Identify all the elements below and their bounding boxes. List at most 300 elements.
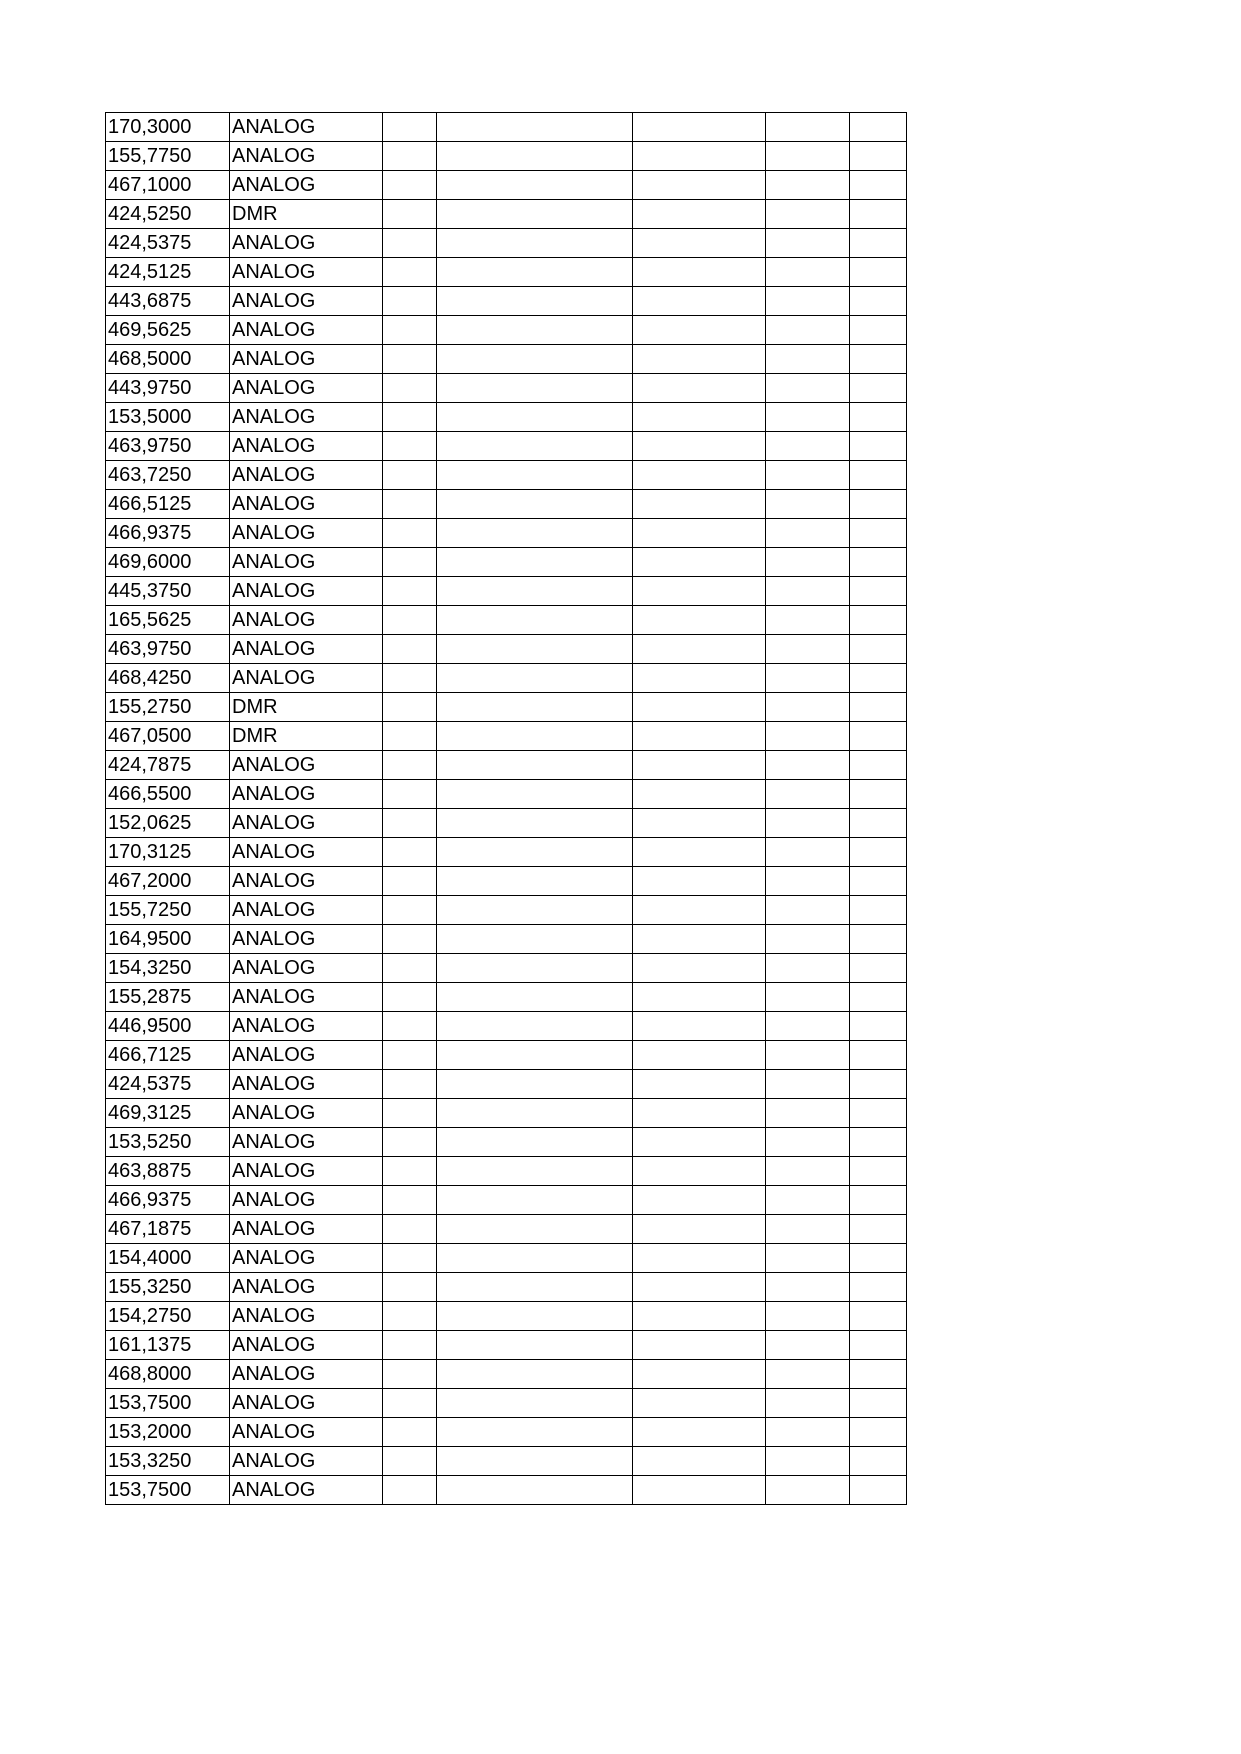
- empty-cell: [437, 1244, 633, 1273]
- table-row: [106, 1186, 907, 1215]
- empty-cell: [850, 548, 907, 577]
- table-row: [106, 635, 907, 664]
- empty-cell: [766, 461, 850, 490]
- empty-cell: [633, 577, 766, 606]
- empty-cell: [383, 461, 437, 490]
- frequency-cell: 463,9750: [106, 635, 230, 664]
- empty-cell: [633, 142, 766, 171]
- frequency-cell: 463,7250: [106, 461, 230, 490]
- empty-cell: [633, 432, 766, 461]
- empty-cell: [383, 345, 437, 374]
- empty-cell: [850, 867, 907, 896]
- empty-cell: [633, 461, 766, 490]
- empty-cell: [766, 1186, 850, 1215]
- empty-cell: [850, 287, 907, 316]
- empty-cell: [437, 577, 633, 606]
- empty-cell: [850, 490, 907, 519]
- table-row: [106, 1012, 907, 1041]
- empty-cell: [633, 809, 766, 838]
- frequency-cell: 463,8875: [106, 1157, 230, 1186]
- empty-cell: [437, 1273, 633, 1302]
- empty-cell: [383, 1302, 437, 1331]
- empty-cell: [437, 403, 633, 432]
- frequency-cell: 466,5500: [106, 780, 230, 809]
- empty-cell: [383, 1012, 437, 1041]
- frequency-cell: 445,3750: [106, 577, 230, 606]
- table-row: [106, 548, 907, 577]
- empty-cell: [383, 1418, 437, 1447]
- mode-cell: ANALOG: [230, 606, 383, 635]
- mode-cell: ANALOG: [230, 461, 383, 490]
- table-row: [106, 606, 907, 635]
- empty-cell: [437, 693, 633, 722]
- frequency-cell: 153,2000: [106, 1418, 230, 1447]
- empty-cell: [633, 1273, 766, 1302]
- empty-cell: [850, 1012, 907, 1041]
- empty-cell: [383, 287, 437, 316]
- empty-cell: [850, 258, 907, 287]
- mode-cell: ANALOG: [230, 925, 383, 954]
- empty-cell: [437, 954, 633, 983]
- empty-cell: [437, 722, 633, 751]
- table-row: [106, 287, 907, 316]
- empty-cell: [633, 1157, 766, 1186]
- empty-cell: [766, 1099, 850, 1128]
- frequency-cell: 469,5625: [106, 316, 230, 345]
- empty-cell: [437, 780, 633, 809]
- mode-cell: ANALOG: [230, 1041, 383, 1070]
- frequency-cell: 424,5375: [106, 229, 230, 258]
- empty-cell: [437, 751, 633, 780]
- empty-cell: [766, 780, 850, 809]
- empty-cell: [437, 1070, 633, 1099]
- mode-cell: ANALOG: [230, 635, 383, 664]
- empty-cell: [850, 635, 907, 664]
- mode-cell: ANALOG: [230, 1389, 383, 1418]
- table-row: [106, 461, 907, 490]
- empty-cell: [633, 1070, 766, 1099]
- empty-cell: [850, 780, 907, 809]
- empty-cell: [383, 577, 437, 606]
- empty-cell: [383, 635, 437, 664]
- empty-cell: [633, 1331, 766, 1360]
- empty-cell: [850, 1447, 907, 1476]
- empty-cell: [850, 1128, 907, 1157]
- frequency-cell: 443,9750: [106, 374, 230, 403]
- empty-cell: [633, 490, 766, 519]
- empty-cell: [850, 345, 907, 374]
- table-row: [106, 838, 907, 867]
- table-row: [106, 171, 907, 200]
- empty-cell: [633, 1215, 766, 1244]
- empty-cell: [437, 113, 633, 142]
- empty-cell: [850, 809, 907, 838]
- table-row: [106, 316, 907, 345]
- empty-cell: [850, 751, 907, 780]
- empty-cell: [383, 693, 437, 722]
- table-row: [106, 113, 907, 142]
- frequency-cell: 155,2875: [106, 983, 230, 1012]
- empty-cell: [383, 548, 437, 577]
- empty-cell: [633, 1186, 766, 1215]
- empty-cell: [437, 432, 633, 461]
- empty-cell: [766, 867, 850, 896]
- frequency-cell: 424,5250: [106, 200, 230, 229]
- empty-cell: [437, 345, 633, 374]
- frequency-cell: 446,9500: [106, 1012, 230, 1041]
- mode-cell: ANALOG: [230, 780, 383, 809]
- empty-cell: [766, 925, 850, 954]
- empty-cell: [766, 983, 850, 1012]
- empty-cell: [850, 200, 907, 229]
- empty-cell: [766, 432, 850, 461]
- mode-cell: ANALOG: [230, 142, 383, 171]
- empty-cell: [383, 1331, 437, 1360]
- empty-cell: [850, 1302, 907, 1331]
- empty-cell: [850, 577, 907, 606]
- empty-cell: [633, 606, 766, 635]
- empty-cell: [383, 809, 437, 838]
- table-row: [106, 896, 907, 925]
- empty-cell: [633, 113, 766, 142]
- empty-cell: [383, 954, 437, 983]
- empty-cell: [633, 954, 766, 983]
- empty-cell: [766, 896, 850, 925]
- empty-cell: [766, 258, 850, 287]
- empty-cell: [633, 287, 766, 316]
- mode-cell: ANALOG: [230, 1157, 383, 1186]
- frequency-cell: 153,5000: [106, 403, 230, 432]
- empty-cell: [383, 432, 437, 461]
- frequency-cell: 155,7250: [106, 896, 230, 925]
- table-row: [106, 1273, 907, 1302]
- empty-cell: [766, 606, 850, 635]
- empty-cell: [766, 1244, 850, 1273]
- empty-cell: [437, 519, 633, 548]
- empty-cell: [766, 693, 850, 722]
- mode-cell: ANALOG: [230, 1244, 383, 1273]
- empty-cell: [437, 490, 633, 519]
- empty-cell: [633, 867, 766, 896]
- empty-cell: [766, 548, 850, 577]
- empty-cell: [766, 1128, 850, 1157]
- empty-cell: [850, 1418, 907, 1447]
- empty-cell: [633, 316, 766, 345]
- empty-cell: [766, 374, 850, 403]
- mode-cell: DMR: [230, 200, 383, 229]
- table-row: [106, 1360, 907, 1389]
- frequency-cell: 468,8000: [106, 1360, 230, 1389]
- empty-cell: [850, 664, 907, 693]
- mode-cell: ANALOG: [230, 113, 383, 142]
- empty-cell: [383, 751, 437, 780]
- empty-cell: [766, 1389, 850, 1418]
- mode-cell: ANALOG: [230, 519, 383, 548]
- mode-cell: ANALOG: [230, 809, 383, 838]
- empty-cell: [850, 316, 907, 345]
- frequency-cell: 424,5125: [106, 258, 230, 287]
- frequency-cell: 468,5000: [106, 345, 230, 374]
- frequency-cell: 164,9500: [106, 925, 230, 954]
- empty-cell: [766, 1418, 850, 1447]
- empty-cell: [633, 171, 766, 200]
- mode-cell: ANALOG: [230, 258, 383, 287]
- table-row: [106, 983, 907, 1012]
- empty-cell: [850, 838, 907, 867]
- empty-cell: [766, 577, 850, 606]
- frequency-cell: 170,3000: [106, 113, 230, 142]
- empty-cell: [850, 693, 907, 722]
- empty-cell: [437, 1302, 633, 1331]
- empty-cell: [437, 1128, 633, 1157]
- empty-cell: [437, 664, 633, 693]
- empty-cell: [383, 1476, 437, 1505]
- empty-cell: [633, 548, 766, 577]
- frequency-cell: 424,7875: [106, 751, 230, 780]
- empty-cell: [850, 1041, 907, 1070]
- table-row: [106, 664, 907, 693]
- frequency-cell: 152,0625: [106, 809, 230, 838]
- table-row: [106, 1128, 907, 1157]
- empty-cell: [766, 519, 850, 548]
- table-row: [106, 490, 907, 519]
- empty-cell: [766, 1476, 850, 1505]
- empty-cell: [383, 1447, 437, 1476]
- empty-cell: [633, 693, 766, 722]
- table-row: [106, 519, 907, 548]
- empty-cell: [383, 258, 437, 287]
- empty-cell: [383, 722, 437, 751]
- mode-cell: ANALOG: [230, 171, 383, 200]
- mode-cell: ANALOG: [230, 983, 383, 1012]
- empty-cell: [766, 1273, 850, 1302]
- mode-cell: ANALOG: [230, 1099, 383, 1128]
- empty-cell: [850, 983, 907, 1012]
- empty-cell: [383, 1244, 437, 1273]
- table-row: [106, 809, 907, 838]
- empty-cell: [437, 1360, 633, 1389]
- empty-cell: [437, 1099, 633, 1128]
- empty-cell: [437, 1447, 633, 1476]
- table-row: [106, 374, 907, 403]
- mode-cell: ANALOG: [230, 1302, 383, 1331]
- empty-cell: [850, 606, 907, 635]
- empty-cell: [766, 809, 850, 838]
- empty-cell: [437, 1041, 633, 1070]
- empty-cell: [383, 113, 437, 142]
- frequency-cell: 467,0500: [106, 722, 230, 751]
- empty-cell: [437, 287, 633, 316]
- empty-cell: [437, 1012, 633, 1041]
- empty-cell: [383, 229, 437, 258]
- mode-cell: ANALOG: [230, 432, 383, 461]
- empty-cell: [766, 1447, 850, 1476]
- empty-cell: [850, 403, 907, 432]
- table-row: [106, 722, 907, 751]
- mode-cell: ANALOG: [230, 316, 383, 345]
- empty-cell: [850, 954, 907, 983]
- empty-cell: [437, 867, 633, 896]
- empty-cell: [437, 1157, 633, 1186]
- table-row: [106, 1070, 907, 1099]
- mode-cell: ANALOG: [230, 548, 383, 577]
- mode-cell: ANALOG: [230, 345, 383, 374]
- frequency-cell: 153,7500: [106, 1389, 230, 1418]
- empty-cell: [633, 1244, 766, 1273]
- empty-cell: [850, 1099, 907, 1128]
- mode-cell: ANALOG: [230, 751, 383, 780]
- spreadsheet-table: [105, 112, 907, 1505]
- empty-cell: [633, 664, 766, 693]
- table-row: [106, 1244, 907, 1273]
- table-row: [106, 1389, 907, 1418]
- empty-cell: [850, 1476, 907, 1505]
- mode-cell: DMR: [230, 722, 383, 751]
- empty-cell: [766, 751, 850, 780]
- empty-cell: [850, 1215, 907, 1244]
- empty-cell: [383, 896, 437, 925]
- empty-cell: [633, 1041, 766, 1070]
- empty-cell: [437, 200, 633, 229]
- empty-cell: [437, 142, 633, 171]
- mode-cell: DMR: [230, 693, 383, 722]
- mode-cell: ANALOG: [230, 1012, 383, 1041]
- empty-cell: [766, 287, 850, 316]
- table-row: [106, 751, 907, 780]
- empty-cell: [383, 1128, 437, 1157]
- empty-cell: [766, 403, 850, 432]
- table-row: [106, 1331, 907, 1360]
- empty-cell: [383, 867, 437, 896]
- table-row: [106, 577, 907, 606]
- empty-cell: [766, 1070, 850, 1099]
- empty-cell: [766, 229, 850, 258]
- frequency-cell: 154,2750: [106, 1302, 230, 1331]
- empty-cell: [633, 1418, 766, 1447]
- empty-cell: [850, 374, 907, 403]
- table-row: [106, 1041, 907, 1070]
- empty-cell: [383, 1099, 437, 1128]
- empty-cell: [766, 1331, 850, 1360]
- frequency-cell: 467,2000: [106, 867, 230, 896]
- empty-cell: [437, 1186, 633, 1215]
- frequency-cell: 154,4000: [106, 1244, 230, 1273]
- empty-cell: [850, 1389, 907, 1418]
- empty-cell: [633, 1012, 766, 1041]
- empty-cell: [437, 1389, 633, 1418]
- empty-cell: [633, 780, 766, 809]
- empty-cell: [633, 229, 766, 258]
- empty-cell: [766, 113, 850, 142]
- frequency-cell: 466,5125: [106, 490, 230, 519]
- empty-cell: [437, 896, 633, 925]
- empty-cell: [633, 1389, 766, 1418]
- frequency-cell: 468,4250: [106, 664, 230, 693]
- empty-cell: [850, 113, 907, 142]
- empty-cell: [766, 1360, 850, 1389]
- empty-cell: [633, 925, 766, 954]
- empty-cell: [383, 316, 437, 345]
- empty-cell: [383, 664, 437, 693]
- empty-cell: [437, 1215, 633, 1244]
- empty-cell: [766, 316, 850, 345]
- empty-cell: [850, 722, 907, 751]
- mode-cell: ANALOG: [230, 664, 383, 693]
- empty-cell: [437, 316, 633, 345]
- table-row: [106, 780, 907, 809]
- empty-cell: [437, 809, 633, 838]
- mode-cell: ANALOG: [230, 838, 383, 867]
- table-row: [106, 1099, 907, 1128]
- empty-cell: [633, 258, 766, 287]
- mode-cell: ANALOG: [230, 577, 383, 606]
- empty-cell: [633, 751, 766, 780]
- frequency-cell: 469,3125: [106, 1099, 230, 1128]
- empty-cell: [850, 925, 907, 954]
- frequency-cell: 467,1875: [106, 1215, 230, 1244]
- mode-cell: ANALOG: [230, 1215, 383, 1244]
- empty-cell: [766, 345, 850, 374]
- table-row: [106, 1476, 907, 1505]
- table-row: [106, 200, 907, 229]
- empty-cell: [437, 1476, 633, 1505]
- empty-cell: [383, 490, 437, 519]
- empty-cell: [766, 1157, 850, 1186]
- empty-cell: [850, 171, 907, 200]
- empty-cell: [633, 1302, 766, 1331]
- empty-cell: [437, 606, 633, 635]
- mode-cell: ANALOG: [230, 954, 383, 983]
- empty-cell: [766, 635, 850, 664]
- empty-cell: [633, 1128, 766, 1157]
- empty-cell: [633, 635, 766, 664]
- empty-cell: [633, 519, 766, 548]
- empty-cell: [383, 838, 437, 867]
- mode-cell: ANALOG: [230, 896, 383, 925]
- frequency-cell: 170,3125: [106, 838, 230, 867]
- empty-cell: [850, 1186, 907, 1215]
- empty-cell: [437, 838, 633, 867]
- frequency-cell: 424,5375: [106, 1070, 230, 1099]
- frequency-cell: 469,6000: [106, 548, 230, 577]
- mode-cell: ANALOG: [230, 867, 383, 896]
- empty-cell: [850, 432, 907, 461]
- table-row: [106, 345, 907, 374]
- empty-cell: [633, 200, 766, 229]
- empty-cell: [383, 1041, 437, 1070]
- mode-cell: ANALOG: [230, 1418, 383, 1447]
- mode-cell: ANALOG: [230, 1476, 383, 1505]
- frequency-cell: 153,7500: [106, 1476, 230, 1505]
- empty-cell: [850, 1070, 907, 1099]
- empty-cell: [383, 200, 437, 229]
- empty-cell: [766, 1041, 850, 1070]
- table-body: [106, 113, 907, 1505]
- empty-cell: [766, 954, 850, 983]
- empty-cell: [437, 983, 633, 1012]
- empty-cell: [633, 838, 766, 867]
- empty-cell: [437, 171, 633, 200]
- empty-cell: [437, 1418, 633, 1447]
- empty-cell: [383, 1070, 437, 1099]
- empty-cell: [766, 722, 850, 751]
- mode-cell: ANALOG: [230, 1128, 383, 1157]
- empty-cell: [766, 1302, 850, 1331]
- empty-cell: [383, 403, 437, 432]
- frequency-cell: 165,5625: [106, 606, 230, 635]
- empty-cell: [766, 490, 850, 519]
- empty-cell: [850, 229, 907, 258]
